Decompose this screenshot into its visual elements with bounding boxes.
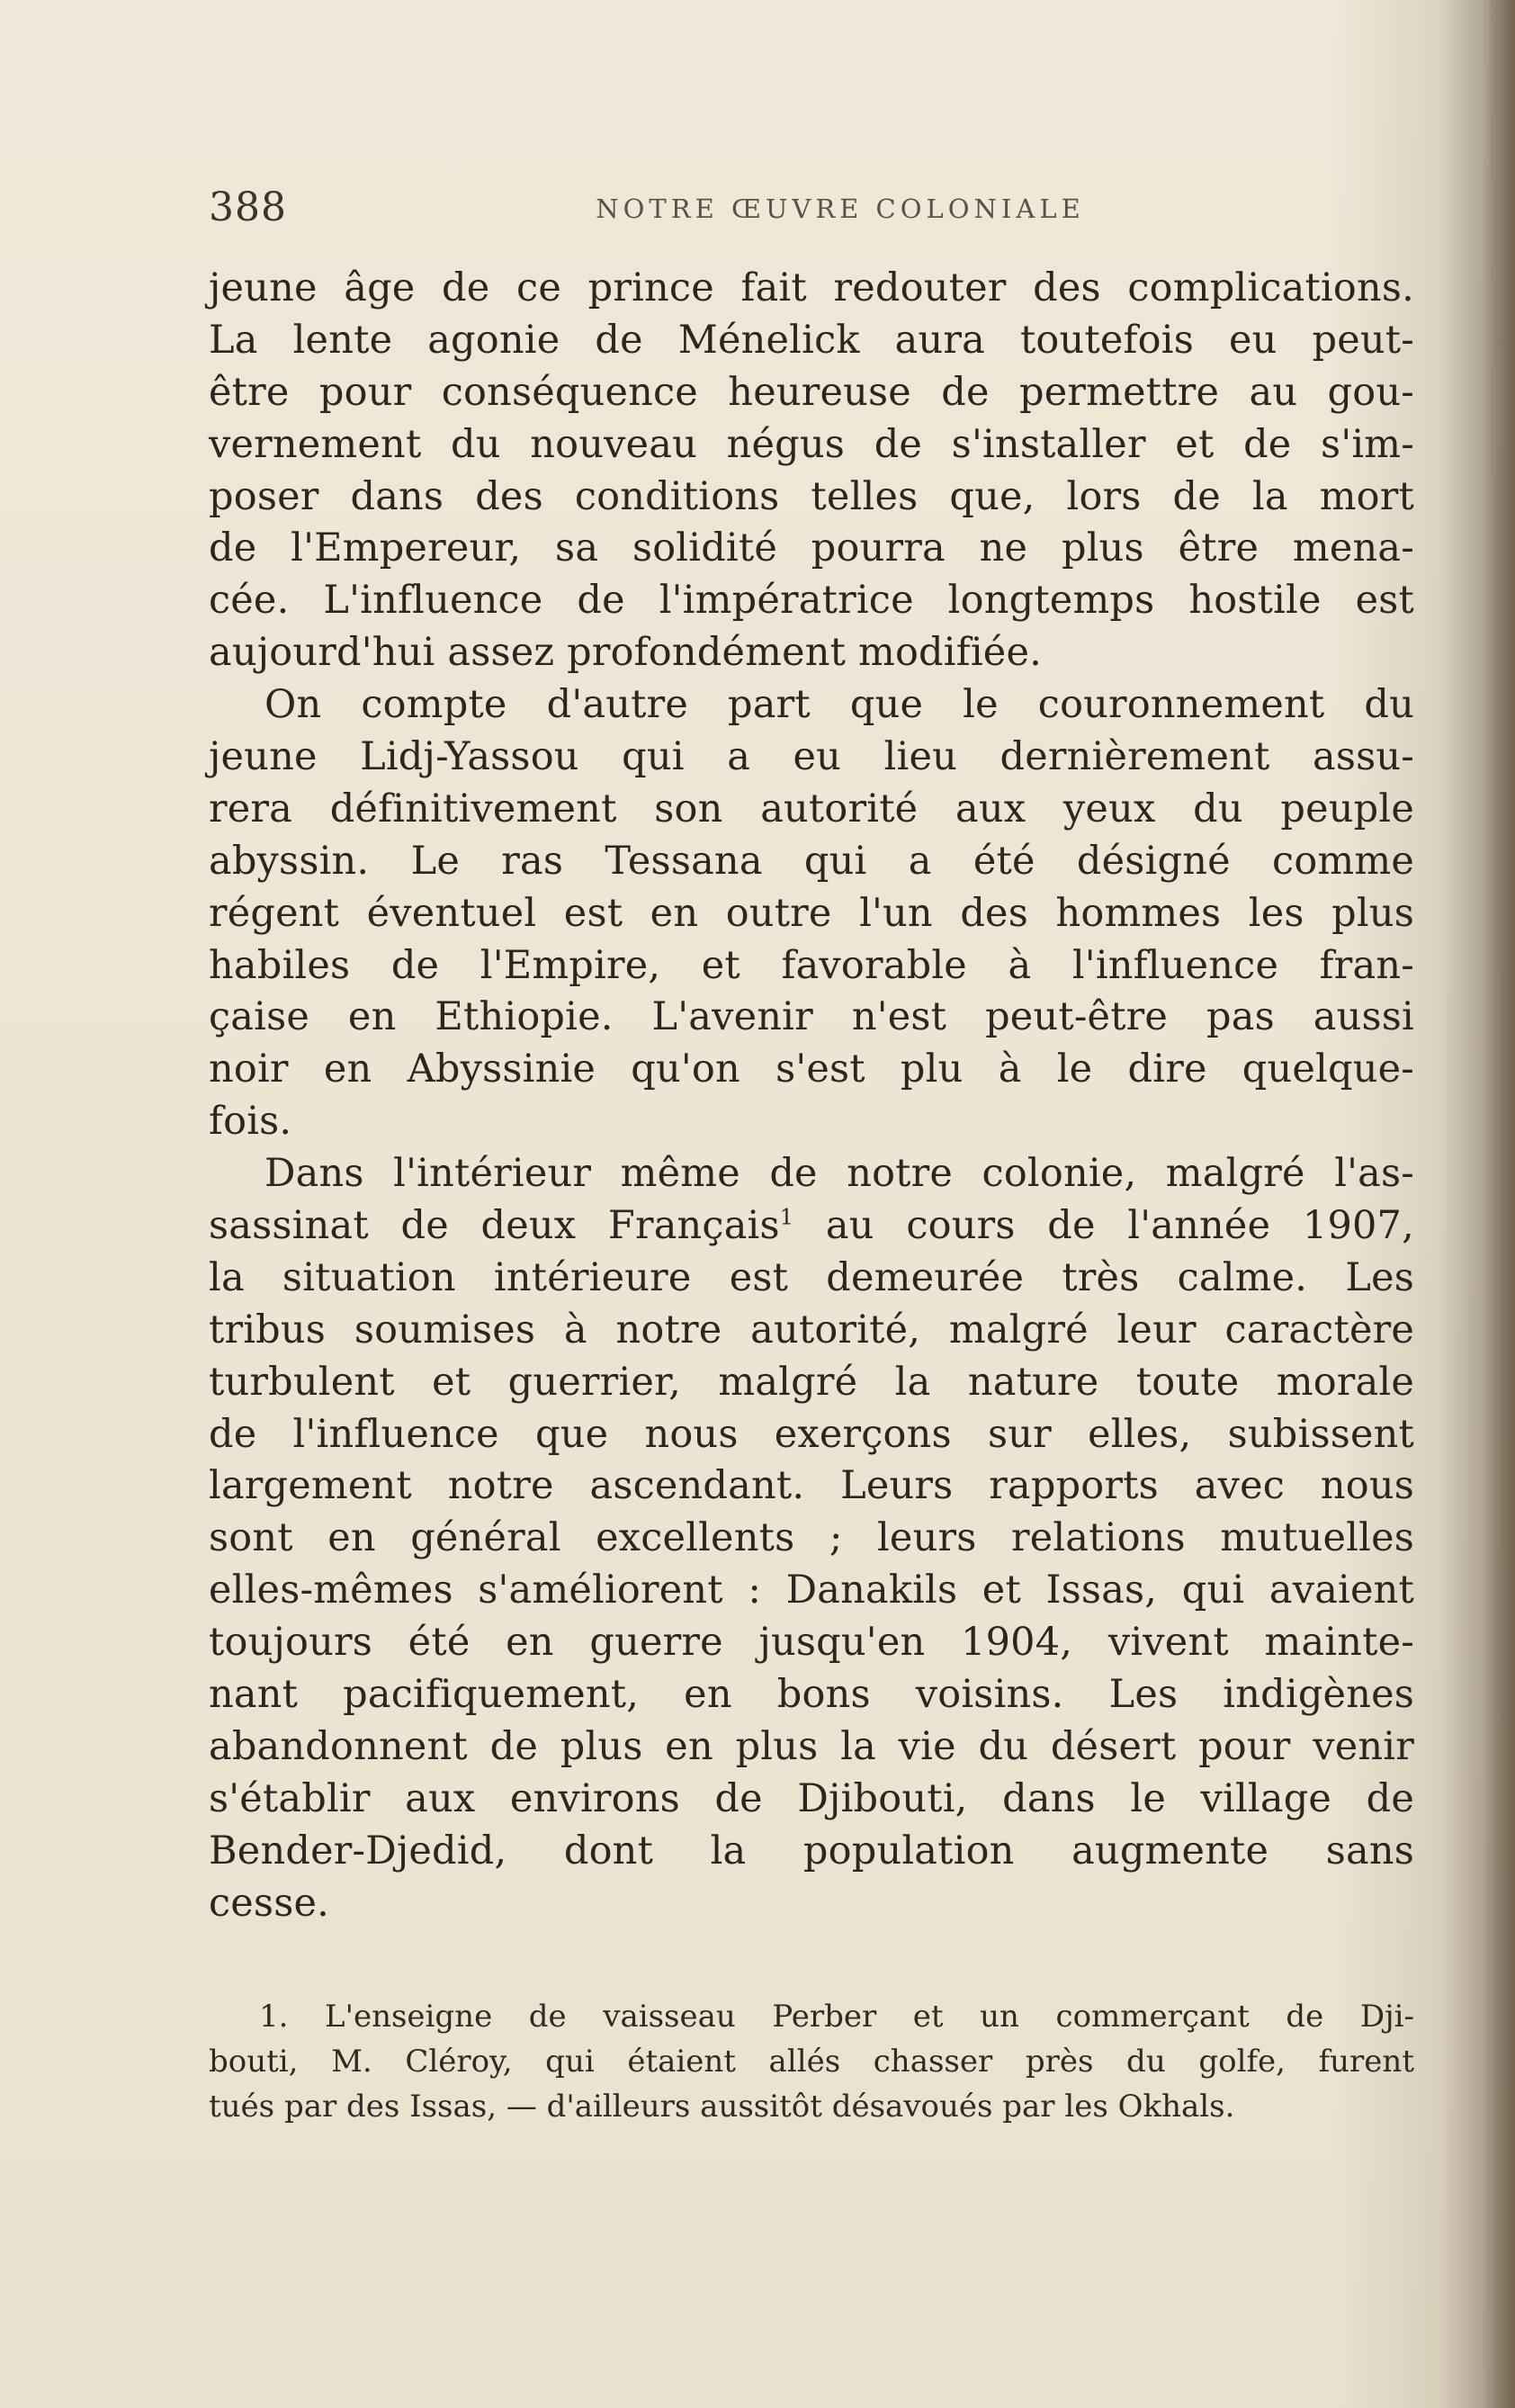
text-line: rera définitivement son autorité aux yeux du peuple bbox=[209, 786, 1414, 831]
text-line: habiles de l'Empire, et favorable à l'influence fran- bbox=[209, 942, 1414, 988]
text-line: largement notre ascendant. Leurs rapports avec nous bbox=[209, 1463, 1414, 1509]
text-line: vernement du nouveau négus de s'installer et de s'im- bbox=[209, 421, 1414, 467]
text-line: abyssin. Le ras Tessana qui a été désigné comme bbox=[209, 838, 1414, 884]
footnote-line: bouti, M. Cléroy, qui étaient allés chasser près du golfe, furent bbox=[209, 2044, 1414, 2080]
text-line: jeune Lidj-Yassou qui a eu lieu dernièrement assu- bbox=[209, 734, 1414, 780]
footnote-reference[interactable]: 1 bbox=[779, 1204, 794, 1230]
footnotes bbox=[209, 1994, 1414, 2129]
text-segment: sassinat de deux Français bbox=[209, 1203, 780, 1249]
text-line: La lente agonie de Ménelick aura toutefois eu peut- bbox=[209, 317, 1414, 363]
text-line: aujourd'hui assez profondément modifiée. bbox=[209, 630, 1042, 676]
text-line: elles-mêmes s'améliorent : Danakils et Issas, qui avaient bbox=[209, 1568, 1414, 1613]
text-line: cée. L'influence de l'impératrice longtemps hostile est bbox=[209, 578, 1414, 624]
text-line: turbulent et guerrier, malgré la nature toute morale bbox=[209, 1359, 1414, 1405]
text-segment: au cours de l'année 1907, bbox=[825, 1203, 1414, 1249]
text-line: fois. bbox=[209, 1099, 292, 1145]
text-line: toujours été en guerre jusqu'en 1904, vivent mainte- bbox=[209, 1620, 1414, 1666]
text-line: de l'influence que nous exerçons sur elles, subissent bbox=[209, 1411, 1414, 1457]
page-edge-shadow bbox=[1483, 0, 1515, 2408]
text-line: être pour conséquence heureuse de permettre au gou- bbox=[209, 369, 1414, 415]
running-head: NOTRE ŒUVRE COLONIALE bbox=[596, 193, 1085, 224]
text-line: de l'Empereur, sa solidité pourra ne plus être mena- bbox=[209, 526, 1414, 571]
footnote-line: 1. L'enseigne de vaisseau Perber et un commerçant de Dji- bbox=[259, 1999, 1414, 2035]
text-line: Bender-Djedid, dont la population augmente sans bbox=[209, 1828, 1414, 1873]
page-number: 388 bbox=[209, 184, 287, 230]
text-line: jeune âge de ce prince fait redouter des complications. bbox=[209, 265, 1414, 310]
text-line: cesse. bbox=[209, 1880, 329, 1926]
text-line: çaise en Ethiopie. L'avenir n'est peut-être pas aussi bbox=[209, 994, 1414, 1040]
footnote-line: tués par des Issas, — d'ailleurs aussitôt désavoués par les Okhals. bbox=[209, 2089, 1235, 2125]
text-line: sont en général excellents ; leurs relations mutuelles bbox=[209, 1515, 1414, 1561]
text-line: s'établir aux environs de Djibouti, dans le village de bbox=[209, 1775, 1414, 1821]
text-line: abandonnent de plus en plus la vie du désert pour venir bbox=[209, 1723, 1414, 1769]
text-line: régent éventuel est en outre l'un des hommes les plus bbox=[209, 890, 1414, 936]
body-text bbox=[209, 263, 1414, 1930]
text-line: poser dans des conditions telles que, lors de la mort bbox=[209, 473, 1414, 519]
text-line: noir en Abyssinie qu'on s'est plu à le dire quelque- bbox=[209, 1047, 1414, 1092]
text-line: la situation intérieure est demeurée très calme. Les bbox=[209, 1254, 1414, 1300]
text-line: Dans l'intérieur même de notre colonie, malgré l'as- bbox=[264, 1151, 1414, 1197]
page-header bbox=[209, 184, 1414, 238]
text-line: tribus soumises à notre autorité, malgré leur caractère bbox=[209, 1307, 1414, 1352]
text-line: On compte d'autre part que le couronnement du bbox=[264, 682, 1414, 728]
text-line: nant pacifiquement, en bons voisins. Les indigènes bbox=[209, 1672, 1414, 1718]
text-line-with-footnote bbox=[209, 1200, 1414, 1253]
